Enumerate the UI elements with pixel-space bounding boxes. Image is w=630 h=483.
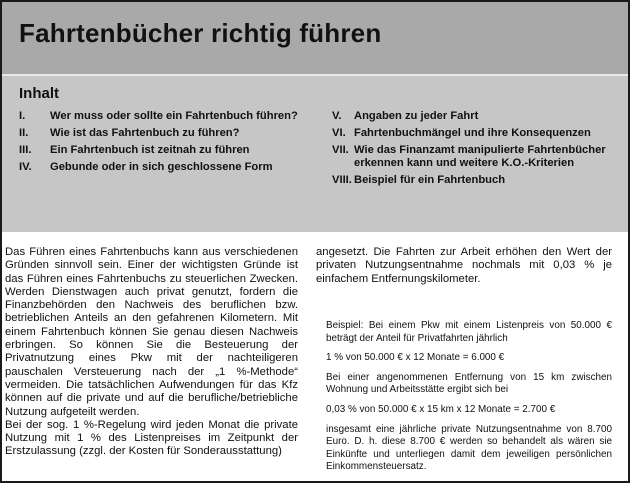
toc-item-number: VII. xyxy=(332,144,349,156)
toc-item xyxy=(332,110,624,123)
toc-item-label: Beispiel für ein Fahrtenbuch xyxy=(354,174,506,186)
example-line: Beispiel: Bei einem Pkw mit einem Listenpreis von 50.000 € beträgt der Anteil für Privatfahrten jährlich xyxy=(326,320,612,344)
toc-right-column xyxy=(332,110,624,191)
toc-item-label: Wie ist das Fahrtenbuch zu führen? xyxy=(50,127,240,139)
body-right-column xyxy=(316,246,612,286)
toc-item-number: III. xyxy=(19,144,32,156)
toc-item xyxy=(19,144,319,157)
toc-item-label: Ein Fahrtenbuch ist zeitnah zu führen xyxy=(50,144,250,156)
toc-item xyxy=(332,127,624,140)
toc-item-number: II. xyxy=(19,127,29,139)
body-paragraph: angesetzt. Die Fahrten zur Arbeit erhöhen den Wert der privaten Nutzungsentnahme nochmals mit 0,03 % je einfachem Entfernungskilometer. xyxy=(316,246,612,285)
example-calculation: 0,03 % von 50.000 € x 15 km x 12 Monate = 2.700 € xyxy=(326,403,556,415)
toc-item xyxy=(19,161,319,174)
toc-heading: Inhalt xyxy=(19,85,59,102)
toc-item xyxy=(332,144,624,170)
toc-item-number: VI. xyxy=(332,127,346,139)
toc-item-number: I. xyxy=(19,110,26,122)
toc-item xyxy=(332,174,624,187)
example-line: Bei einer angenommenen Entfernung von 15 km zwischen Wohnung und Arbeitsstätte ergibt sich bei xyxy=(326,371,612,396)
page-title: Fahrtenbücher richtig führen xyxy=(19,18,382,48)
toc-item-label: Wer muss oder sollte ein Fahrtenbuch führen? xyxy=(50,110,298,122)
example-box xyxy=(326,320,612,481)
toc-item-label: Angaben zu jeder Fahrt xyxy=(354,110,479,122)
toc-item-label: Fahrtenbuchmängel und ihre Konsequenzen xyxy=(354,127,591,139)
body-paragraph: Bei der sog. 1 %-Regelung wird jeden Monat die private Nutzung mit 1 % des Listenpreises im Zeitpunkt der Erstzulassung (zzgl. der Kosten für Sonderausstattung) xyxy=(5,418,298,458)
toc-left-column xyxy=(19,110,319,178)
toc-item-label: Gebunde oder in sich geschlossene Form xyxy=(50,161,273,173)
toc-item-number: IV. xyxy=(19,161,32,173)
example-line: insgesamt eine jährliche private Nutzungsentnahme von 8.700 Euro. D. h. diese 8.700 € werden so behandelt als wären sie Einkünfte und unterliegen damit dem jeweiligen persönlichen Einkommensteuersatz. xyxy=(326,423,612,473)
toc-item-number: V. xyxy=(332,110,342,122)
table-of-contents xyxy=(2,76,628,232)
toc-item xyxy=(19,110,319,123)
body-paragraph: Das Führen eines Fahrtenbuchs kann aus verschiedenen Gründen sinnvoll sein. Einer der wichtigsten Gründe ist das Führen eines Fahrtenbuchs zu steuerlichen Zwecken. Werden Dienstwagen auch privat genutzt, fordern die Finanzbehörden den Nachweis des beruflichen bzw. betrieblichen Anteils an den gefahrenen Kilometern. Mit einem Fahrtenbuch können Sie genau diesen Nachweis erbringen. So können Sie die Besteuerung der Privatnutzung eines Pkw mit der nachteiligeren pauschalen Versteuerung nach der „1 %-Methode“ vermeiden. Die tatsächlichen Aufwendungen für das Kfz können auf die private und auf die berufliche/betriebliche Nutzung aufgeteilt werden. xyxy=(5,246,298,418)
toc-item-number: VIII. xyxy=(332,174,352,186)
toc-item xyxy=(19,127,319,140)
example-calculation: 1 % von 50.000 € x 12 Monate = 6.000 € xyxy=(326,352,505,364)
body-left-column xyxy=(5,246,298,459)
toc-item-label: Wie das Finanzamt manipulierte Fahrtenbücher erkennen kann und weitere K.O.-Kriterien xyxy=(354,144,606,169)
